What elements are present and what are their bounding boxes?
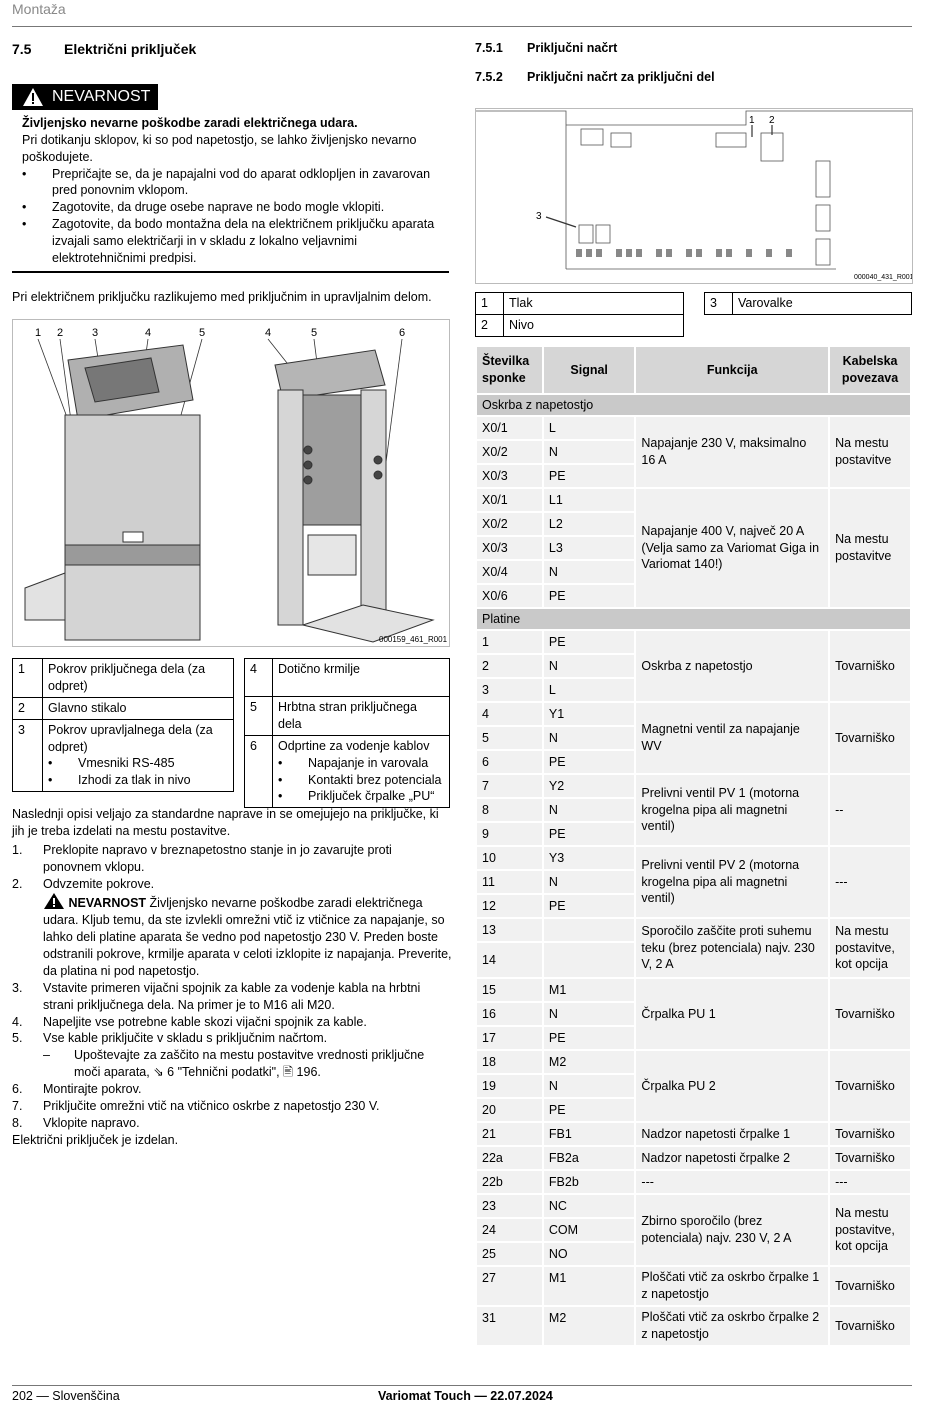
legend-text: Pokrov upravljalnega dela (za odpret) (48, 722, 213, 754)
terminal-cell: 23 (476, 1194, 543, 1218)
step-text: Priključite omrežni vtič na vtičnico oskrbe z napetostjo 230 V. (43, 1098, 380, 1113)
terminal-cell: X0/2 (476, 440, 543, 464)
terminal-cell: 22a (476, 1146, 543, 1170)
signal-cell: NO (543, 1242, 636, 1266)
signal-cell: NC (543, 1194, 636, 1218)
callout-number: 2 (57, 327, 64, 339)
signal-table (475, 345, 912, 1347)
table-row (245, 735, 450, 808)
signal-cell: N (543, 1002, 636, 1026)
legend-bullet: • Napajanje in varovala (278, 755, 444, 772)
signal-cell: FB2a (543, 1146, 636, 1170)
terminal-cell: 22b (476, 1170, 543, 1194)
page-header-title: Montaža (12, 1, 66, 17)
legend-text: Nivo (504, 314, 684, 336)
legend-text: Odprtine za vodenje kablov (278, 738, 430, 753)
table-row (13, 697, 234, 719)
signal-cell: L1 (543, 488, 636, 512)
cable-cell: Na mestu postavitve (829, 416, 911, 488)
function-cell: Napajanje 230 V, maksimalno 16 A (635, 416, 829, 488)
diagram-callout: 2 (769, 115, 775, 126)
column-header: Številka sponke (476, 346, 543, 394)
step-text: Montirajte pokrov. (43, 1082, 142, 1096)
step-item: 7. Priključite omrežni vtič na vtičnico oskrbe z napetostjo 230 V. (12, 1098, 380, 1113)
legend-number: 4 (245, 659, 273, 697)
signal-cell: N (543, 654, 636, 678)
function-cell: --- (635, 1170, 829, 1194)
terminal-cell: X0/1 (476, 488, 543, 512)
callout-number: 3 (92, 327, 99, 339)
signal-cell: Y1 (543, 702, 636, 726)
column-header: Kabelska povezava (829, 346, 911, 394)
signal-cell: Y3 (543, 846, 636, 870)
legend-number: 1 (13, 659, 43, 698)
figure-code: 000159_461_R001 (379, 635, 448, 644)
terminal-cell: 3 (476, 678, 543, 702)
device-illustration (13, 320, 449, 646)
legend-bullet: • Vmesniki RS-485 (48, 755, 228, 772)
cable-cell: Tovarniško (829, 630, 911, 702)
terminal-cell: X0/3 (476, 536, 543, 560)
legend-number: 3 (13, 719, 43, 792)
signal-cell: Y2 (543, 774, 636, 798)
table-row (476, 314, 684, 336)
table-row (476, 488, 911, 512)
signal-cell (543, 942, 636, 978)
signal-cell: N (543, 560, 636, 584)
intro-text: Pri električnem priključku razlikujemo med priključnim in upravljalnim delom. (12, 290, 432, 304)
table-row (476, 1266, 911, 1306)
callout-number: 4 (265, 327, 272, 339)
terminal-cell: 14 (476, 942, 543, 978)
subsection-heading (475, 40, 618, 57)
function-cell: Zbirno sporočilo (brez potenciala) najv. 230 V, 2 A (635, 1194, 829, 1266)
danger-text: Pri dotikanju sklopov, ki so pod napetostjo, se lahko življenjsko nevarno poškodujete. (22, 132, 417, 164)
subsection-number: 7.5.2 (475, 70, 503, 84)
table-row (476, 1122, 911, 1146)
cable-cell: --- (829, 1170, 911, 1194)
section-number: 7.5 (12, 41, 32, 57)
legend-number: 3 (705, 293, 733, 315)
function-cell: Ploščati vtič za oskrbo črpalke 1 z napetostjo (635, 1266, 829, 1306)
terminal-cell: 13 (476, 918, 543, 942)
function-cell: Oskrba z napetostjo (635, 630, 829, 702)
signal-cell: PE (543, 822, 636, 846)
step-text: Preklopite napravo v breznapetostno stanje in jo zavarujte proti ponovnem vklopu. (43, 842, 392, 874)
cable-cell: Tovarniško (829, 1050, 911, 1122)
cable-cell: Na mestu postavitve, kot opcija (829, 1194, 911, 1266)
legend-text: Varovalke (733, 293, 912, 315)
legend-text: Hrbtna stran priključnega dela (273, 697, 450, 736)
terminal-cell: 11 (476, 870, 543, 894)
footer-product: Variomat Touch — 22.07.2024 (378, 1389, 553, 1403)
signal-cell: PE (543, 1098, 636, 1122)
table-row (476, 416, 911, 440)
step-item: 6. Montirajte pokrov. (12, 1082, 142, 1096)
table-row (476, 1170, 911, 1194)
footer-page: 202 — Slovenščina (12, 1389, 120, 1403)
cable-cell: Tovarniško (829, 1306, 911, 1346)
column-header: Funkcija (635, 346, 829, 394)
table-row (476, 1306, 911, 1346)
step-text: Vklopite napravo. (43, 1115, 140, 1130)
signal-cell: PE (543, 584, 636, 608)
group-label: Platine (476, 608, 911, 630)
terminal-cell: 12 (476, 894, 543, 918)
legend-text: Tlak (504, 293, 684, 315)
legend-number: 2 (476, 314, 504, 336)
table-group-row (476, 608, 911, 630)
table-row (476, 702, 911, 726)
terminal-cell: 21 (476, 1122, 543, 1146)
terminal-cell: 5 (476, 726, 543, 750)
legend-number: 6 (245, 735, 273, 808)
signal-cell: N (543, 870, 636, 894)
danger-bullet: • Zagotovite, da bodo montažna dela na električnem priključku aparata izvajali samo električarji in v skladu z lokalno veljavnimi elektrotehničnimi predpisi. (22, 216, 449, 267)
step-item: 3. Vstavite primeren vijačni spojnik za kable za vodenje kabla na hrbtni strani priključnega dela. Na primer je to M16 ali M20. (12, 980, 421, 1012)
legend-text: Pokrov priključnega dela (za odpret) (43, 659, 234, 698)
diagram-code: 000040_431_R001 (854, 274, 912, 281)
table-row (476, 846, 911, 870)
signal-cell: M2 (543, 1306, 636, 1346)
footer-rule (12, 1385, 912, 1386)
table-row (476, 918, 911, 942)
diagram-legend-right (704, 292, 912, 315)
legend-bullet: • Kontakti brez potenciala (278, 772, 444, 789)
result-text: Električni priključek je izdelan. (12, 1132, 179, 1147)
danger-bullet: • Prepričajte se, da je napajalni vod do aparat odklopljen in zavarovan pred ponovnim vklopom. (22, 166, 449, 200)
step-subitem-text: Upoštevajte za zaščito na mestu postavitve vrednosti priključne moči aparata, ⇘ 6 "Tehnični podatki", 🖹 196. (74, 1048, 425, 1080)
signal-cell: COM (543, 1218, 636, 1242)
header-rule (12, 26, 912, 27)
cable-cell: --- (829, 846, 911, 918)
terminal-cell: 9 (476, 822, 543, 846)
legend-number: 5 (245, 697, 273, 736)
table-group-row (476, 394, 911, 416)
step-item: 4. Napeljite vse potrebne kable skozi vijačni spojnik za kable. (12, 1014, 367, 1029)
signal-cell: PE (543, 630, 636, 654)
legend-number: 2 (13, 697, 43, 719)
cable-cell: Na mestu postavitve (829, 488, 911, 608)
function-cell: Napajanje 400 V, največ 20 A (Velja samo za Variomat Giga in Variomat 140!) (635, 488, 829, 608)
function-cell: Črpalka PU 2 (635, 1050, 829, 1122)
legend-bullet: • Priključek črpalke „PU“ (278, 788, 444, 805)
diagram-callout: 3 (536, 211, 542, 222)
column-header: Signal (543, 346, 636, 394)
signal-cell: PE (543, 464, 636, 488)
step-item: 1. Preklopite napravo v breznapetostno stanje in jo zavarujte proti ponovnem vklopu. (12, 842, 392, 874)
callout-number: 5 (199, 327, 206, 339)
terminal-cell: 19 (476, 1074, 543, 1098)
signal-cell (543, 918, 636, 942)
signal-cell: N (543, 1074, 636, 1098)
device-figure (12, 319, 450, 647)
terminal-cell: X0/3 (476, 464, 543, 488)
danger-headline: Življenjsko nevarne poškodbe zaradi električnega udara. (22, 115, 358, 130)
wiring-diagram (475, 108, 913, 284)
table-row (476, 1050, 911, 1074)
step-item: 5. Vse kable priključite v skladu s priključnim načrtom. (12, 1031, 328, 1046)
terminal-cell: 8 (476, 798, 543, 822)
signal-cell: L2 (543, 512, 636, 536)
signal-cell: L (543, 678, 636, 702)
cable-cell: Tovarniško (829, 978, 911, 1050)
warning-icon (43, 892, 65, 910)
legend-table-right (244, 658, 450, 808)
subsection-heading (475, 69, 715, 86)
terminal-cell: 16 (476, 1002, 543, 1026)
table-row (13, 719, 234, 792)
signal-cell: PE (543, 894, 636, 918)
terminal-cell: 6 (476, 750, 543, 774)
circuit-board-illustration (476, 109, 912, 283)
signal-cell: L3 (543, 536, 636, 560)
step-warning (12, 892, 452, 979)
signal-cell: N (543, 726, 636, 750)
terminal-cell: X0/1 (476, 416, 543, 440)
signal-cell: L (543, 416, 636, 440)
legend-bullet: • Izhodi za tlak in nivo (48, 772, 228, 789)
terminal-cell: 18 (476, 1050, 543, 1074)
signal-cell: FB1 (543, 1122, 636, 1146)
table-row (476, 774, 911, 798)
cable-cell: Tovarniško (829, 1146, 911, 1170)
terminal-cell: 17 (476, 1026, 543, 1050)
terminal-cell: 4 (476, 702, 543, 726)
signal-cell: N (543, 440, 636, 464)
terminal-cell: 31 (476, 1306, 543, 1346)
table-row (476, 630, 911, 654)
step-item: 2. Odvzemite pokrove. (12, 876, 155, 891)
instructions-intro: Naslednji opisi veljajo za standardne naprave in se omejujejo na priključke, ki jih je treba izdelati na mestu postavitve. (12, 807, 439, 838)
warning-icon (22, 87, 44, 107)
terminal-cell: X0/2 (476, 512, 543, 536)
cable-cell: Tovarniško (829, 1122, 911, 1146)
terminal-cell: 20 (476, 1098, 543, 1122)
terminal-cell: 27 (476, 1266, 543, 1306)
terminal-cell: X0/6 (476, 584, 543, 608)
cable-cell: Tovarniško (829, 1266, 911, 1306)
table-row (476, 1146, 911, 1170)
table-row (476, 293, 684, 315)
warning-label: NEVARNOST (68, 896, 147, 911)
terminal-cell: 7 (476, 774, 543, 798)
terminal-cell: X0/4 (476, 560, 543, 584)
danger-label (12, 84, 158, 110)
cable-cell: Na mestu postavitve, kot opcija (829, 918, 911, 978)
terminal-cell: 10 (476, 846, 543, 870)
legend-text: Glavno stikalo (43, 697, 234, 719)
legend-text: Dotično krmilje (273, 659, 450, 697)
signal-cell: PE (543, 1026, 636, 1050)
instructions (12, 806, 452, 1151)
step-text: Odvzemite pokrove. (43, 876, 155, 891)
table-row (245, 659, 450, 697)
terminal-cell: 1 (476, 630, 543, 654)
cable-cell: Tovarniško (829, 702, 911, 774)
step-text: Vse kable priključite v skladu s priključnim načrtom. (43, 1031, 328, 1046)
signal-cell: M1 (543, 1266, 636, 1306)
callout-number: 5 (311, 327, 318, 339)
table-row (476, 978, 911, 1002)
function-cell: Črpalka PU 1 (635, 978, 829, 1050)
function-cell: Prelivni ventil PV 2 (motorna krogelna pipa ali magnetni ventil) (635, 846, 829, 918)
warning-text: Življenjsko nevarne poškodbe zaradi električnega udara. Kljub temu, da ste izvlekli omrežni vtič iz vtičnice za napajanje, so lahko deli platine aparata še vedno pod napetostjo 230 V. Preden boste odstranili pokrove, krmilje aparata v celoti izklopite iz napajanja. Preverite, da platina ni pod napetostjo. (43, 896, 452, 978)
legend-table-left (12, 658, 234, 792)
section-title: Električni priključek (64, 41, 197, 57)
step-text: Vstavite primeren vijačni spojnik za kable za vodenje kabla na hrbtni strani priključnega dela. Na primer je to M16 ali M20. (43, 980, 421, 1012)
table-header-row (476, 346, 911, 394)
signal-cell: N (543, 798, 636, 822)
danger-box (12, 84, 449, 273)
danger-label-text: NEVARNOST (52, 88, 151, 106)
callout-number: 6 (399, 327, 406, 339)
danger-bullet: • Zagotovite, da druge osebe naprave ne bodo mogle vklopiti. (22, 199, 449, 216)
subsection-number: 7.5.1 (475, 41, 503, 55)
terminal-cell: 2 (476, 654, 543, 678)
function-cell: Sporočilo zaščite proti suhemu teku (brez potenciala) najv. 230 V, 2 A (635, 918, 829, 978)
signal-cell: PE (543, 750, 636, 774)
cable-cell: -- (829, 774, 911, 846)
callout-number: 4 (145, 327, 152, 339)
subsection-title: Priključni načrt (527, 41, 618, 55)
function-cell: Prelivni ventil PV 1 (motorna krogelna pipa ali magnetni ventil) (635, 774, 829, 846)
diagram-callout: 1 (749, 115, 755, 126)
function-cell: Ploščati vtič za oskrbo črpalke 2 z napetostjo (635, 1306, 829, 1346)
diagram-legend-left (475, 292, 684, 337)
terminal-cell: 24 (476, 1218, 543, 1242)
terminal-cell: 15 (476, 978, 543, 1002)
danger-bullets (22, 166, 449, 267)
step-subitem: – Upoštevajte za zaščito na mestu postavitve vrednosti priključne moči aparata, ⇘ 6 "Tehnični podatki", 🖹 196. (43, 1048, 425, 1080)
signal-cell: FB2b (543, 1170, 636, 1194)
step-item: 8. Vklopite napravo. (12, 1115, 140, 1130)
legend-number: 1 (476, 293, 504, 315)
signal-cell: M2 (543, 1050, 636, 1074)
subsection-title: Priključni načrt za priključni del (527, 70, 715, 84)
table-row (476, 1194, 911, 1218)
group-label: Oskrba z napetostjo (476, 394, 911, 416)
function-cell: Nadzor napetosti črpalke 1 (635, 1122, 829, 1146)
terminal-cell: 25 (476, 1242, 543, 1266)
section-heading (12, 40, 452, 59)
function-cell: Magnetni ventil za napajanje WV (635, 702, 829, 774)
signal-cell: M1 (543, 978, 636, 1002)
callout-number: 1 (35, 327, 42, 339)
table-row (705, 293, 912, 315)
function-cell: Nadzor napetosti črpalke 2 (635, 1146, 829, 1170)
table-row (245, 697, 450, 736)
step-text: Napeljite vse potrebne kable skozi vijačni spojnik za kable. (43, 1014, 367, 1029)
table-row (13, 659, 234, 698)
